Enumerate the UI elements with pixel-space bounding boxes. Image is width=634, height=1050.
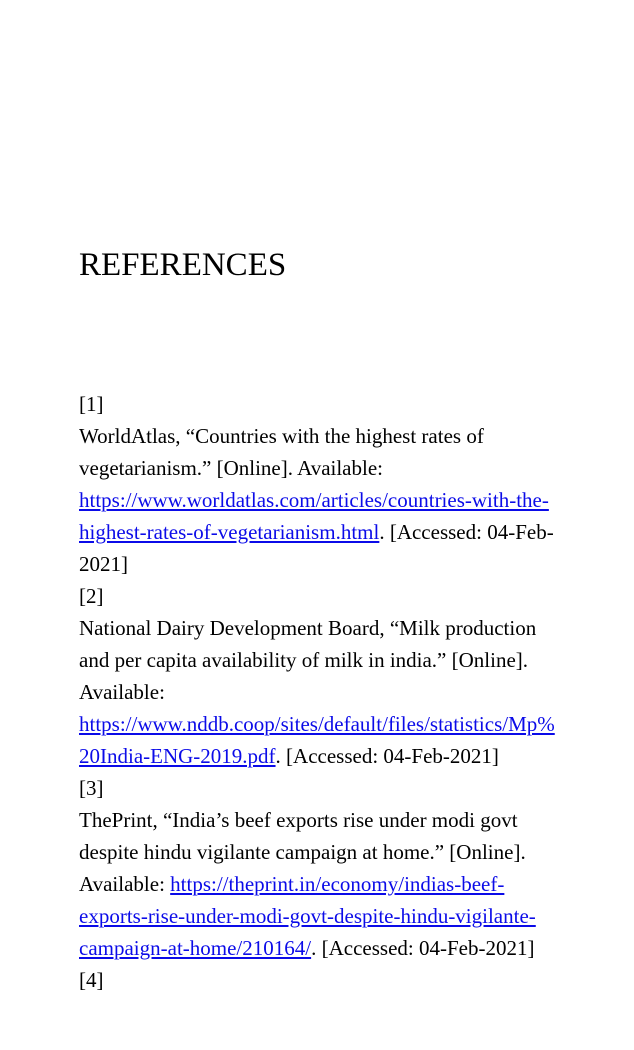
- reference-text: [79, 612, 560, 772]
- reference-number: [2]: [79, 584, 104, 608]
- reference-citation-text: WorldAtlas, “Countries with the highest rates of vegetarianism.” [Online]. Available:: [79, 424, 484, 480]
- reference-text: [79, 804, 560, 964]
- reference-link[interactable]: https://theprint.in/economy/indias-beef-exports-rise-under-modi-govt-despite-hindu-vigilante-campaign-at-home/210164/: [79, 872, 536, 960]
- reference-entry: [79, 964, 560, 996]
- reference-entry: [79, 388, 560, 580]
- reference-number: [1]: [79, 392, 104, 416]
- reference-entry: [79, 580, 560, 772]
- reference-accessed-text: . [Accessed: 04-Feb-2021]: [311, 936, 535, 960]
- page-title: REFERENCES: [79, 247, 287, 283]
- references-list: [79, 388, 560, 996]
- reference-accessed-text: . [Accessed: 04-Feb-2021]: [79, 520, 554, 576]
- reference-number: [4]: [79, 968, 104, 992]
- reference-citation-text: National Dairy Development Board, “Milk production and per capita availability of milk in india.” [Online]. Available:: [79, 616, 537, 704]
- reference-number: [3]: [79, 776, 104, 800]
- reference-link[interactable]: https://www.nddb.coop/sites/default/files/statistics/Mp%20India-ENG-2019.pdf: [79, 712, 555, 768]
- reference-entry: [79, 772, 560, 964]
- reference-text: [79, 420, 560, 580]
- reference-accessed-text: . [Accessed: 04-Feb-2021]: [275, 744, 499, 768]
- reference-citation-text: ThePrint, “India’s beef exports rise under modi govt despite hindu vigilante campaign at home.” [Online]. Available:: [79, 808, 526, 896]
- reference-link[interactable]: https://www.worldatlas.com/articles/countries-with-the-highest-rates-of-vegetarianism.html: [79, 488, 549, 544]
